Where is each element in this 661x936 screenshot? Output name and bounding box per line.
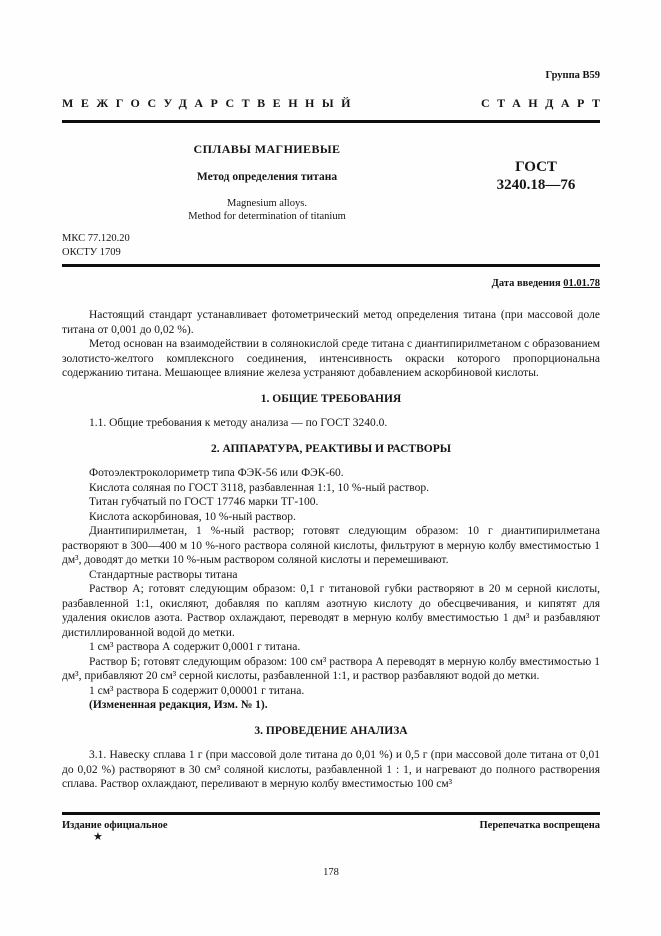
star-icon: ★ [93, 830, 103, 843]
effective-date-line [62, 278, 600, 289]
section-2-paragraph: Фотоэлектроколориметр типа ФЭК-56 или ФЭК-60. [89, 467, 344, 479]
effective-date-label: Дата введения [491, 278, 561, 289]
standard-type-word1: МЕЖГОСУДАРСТВЕННЫЙ [62, 96, 358, 110]
mks-code: МКС 77.120.20 [62, 233, 130, 244]
title-block [62, 142, 600, 223]
section-heading-3: 3. ПРОВЕДЕНИЕ АНАЛИЗА [254, 724, 408, 737]
section-2-paragraph: Диантипирилметан, 1 %-ный раствор; готовят следующим образом: 10 г диантипирилметана растворяют в 300—400 м 10 %-ного раствора соляной кислоты, фильтруют в мерную колбу вместимостью 1 дм³, доводят до метки 10 %-ным раствором соляной кислоты и перемешивают. [62, 525, 600, 566]
amendment-note: (Измененная редакция, Изм. № 1). [89, 699, 268, 711]
document-body [62, 308, 600, 792]
section-2-paragraph: Стандартные растворы титана [89, 568, 238, 581]
section-2-paragraph: 1 см³ раствора Б содержит 0,00001 г титана. [89, 684, 305, 697]
gost-number: 3240.18—76 [496, 176, 576, 193]
section-2-paragraph: Кислота аскорбиновая, 10 %-ный раствор. [89, 510, 296, 523]
section-3-paragraph: 3.1. Навеску сплава 1 г (при массовой доле титана до 0,01 %) и 0,5 г (при массовой доле титана от 0,01 до 0,02 %) растворяют в 30 см³ соляной кислоты, разбавленной 1 : 1, и нагревают до полного растворения сплава. Раствор охлаждают, переливают в мерную колбу вместимостью 100 см³ [62, 749, 600, 790]
title-stack [62, 142, 472, 223]
section-2-paragraph: Титан губчатый по ГОСТ 17746 марки ТГ-100. [89, 496, 319, 508]
okstu-code: ОКСТУ 1709 [62, 246, 121, 258]
section-2-paragraph: 1 см³ раствора А содержит 0,0001 г титана. [89, 641, 301, 653]
section-1-paragraph: 1.1. Общие требования к методу анализа — по ГОСТ 3240.0. [89, 417, 388, 429]
document-subtitle-ru: Метод определения титана [196, 171, 338, 183]
gost-label: ГОСТ [515, 159, 557, 175]
footer [62, 820, 600, 831]
page-number: 178 [323, 866, 339, 878]
document-title-en: Magnesium alloys. [227, 198, 307, 209]
section-2-paragraph: Раствор Б; готовят следующим образом: 100 см³ раствора А переводят в мерную колбу вместимостью 1 дм³, прибавляют 20 см³ серной кислоты, разбавленной 1:1, и раствор разбавляют водой до метки. [62, 655, 600, 682]
intro-paragraph: Метод основан на взаимодействии в солянокислой среде титана с диантипирилметаном с образованием золотисто-желтого комплексного соединения, интенсивность окраски которого пропорциональна содержанию титана. Мешающее влияние железа устраняют добавлением аскорбиновой кислоты. [62, 338, 600, 379]
classification-codes [62, 232, 600, 259]
footer-rule [62, 812, 600, 815]
reprint-prohibited-label: Перепечатка воспрещена [479, 819, 600, 831]
standard-type-word2: СТАНДАРТ [481, 96, 608, 110]
document-subtitle-en: Method for determination of titanium [188, 211, 346, 222]
gost-designation [472, 159, 600, 223]
intro-paragraph: Настоящий стандарт устанавливает фотометрический метод определения титана (при массовой доле титана от 0,001 до 0,02 %). [62, 309, 600, 336]
document-title-ru: СПЛАВЫ МАГНИЕВЫЕ [193, 142, 341, 156]
header-rule [62, 120, 600, 123]
group-label: Группа В59 [545, 70, 600, 81]
section-heading-1: 1. ОБЩИЕ ТРЕБОВАНИЯ [260, 392, 402, 405]
codes-rule [62, 264, 600, 267]
standard-type-header [62, 96, 608, 111]
effective-date-value: 01.01.78 [563, 278, 600, 289]
section-heading-2: 2. АППАРАТУРА, РЕАКТИВЫ И РАСТВОРЫ [210, 442, 452, 455]
section-2-paragraph: Кислота соляная по ГОСТ 3118, разбавленная 1:1, 10 %-ный раствор. [89, 481, 429, 494]
section-2-paragraph: Раствор А; готовят следующим образом: 0,1 г титановой губки растворяют в 20 м серной кислоты, разбавленной 1:1, окисляют, добавляя по каплям азотную кислоту до обесцвечивания, и кипятят для удаления окислов азота. Раствор охлаждают, переводят в мерную колбу вместимостью 1 дм³ и разбавляют дистиллированной водой до метки. [62, 583, 600, 639]
official-edition-label: Издание официальное [62, 819, 168, 831]
